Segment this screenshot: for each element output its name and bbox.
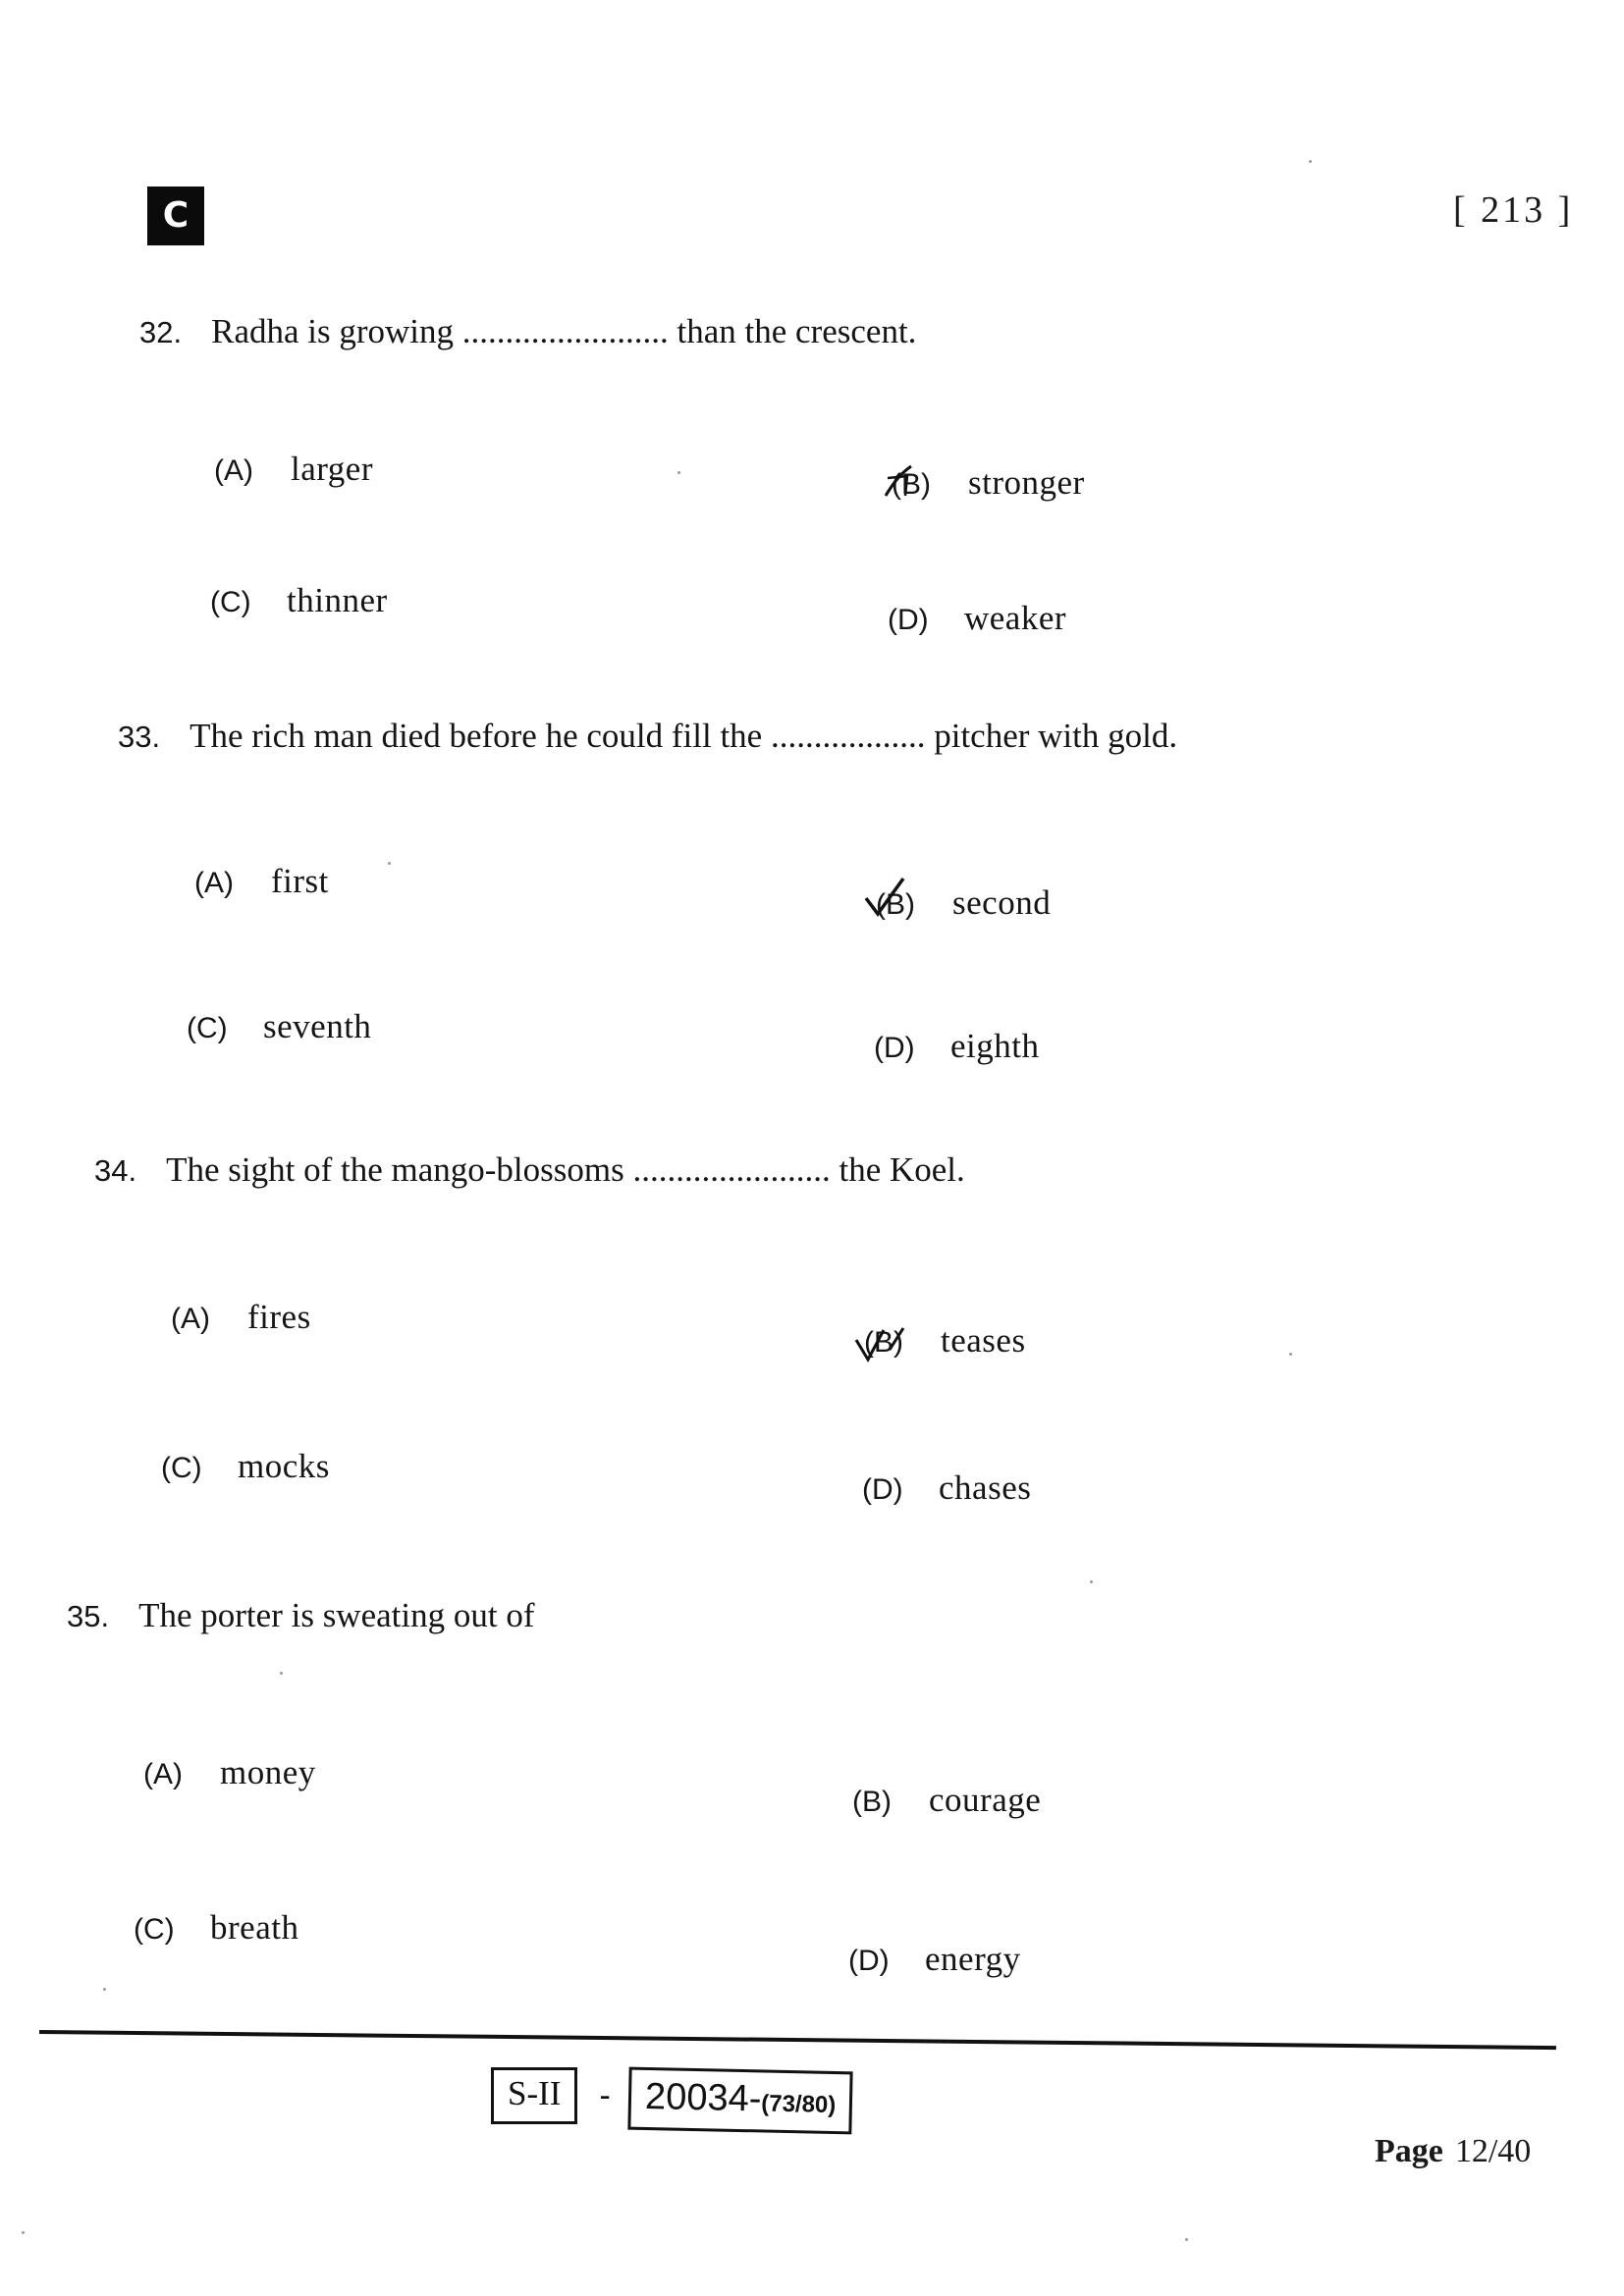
option-text: stronger	[968, 463, 1085, 502]
option-letter: (D)	[862, 1473, 903, 1506]
scan-speck	[22, 2231, 25, 2234]
option-text: money	[220, 1753, 316, 1791]
separator: -	[599, 2076, 611, 2114]
scan-speck	[1309, 160, 1312, 163]
question-text: The porter is sweating out of	[138, 1596, 535, 1634]
paper-code-box	[627, 2067, 853, 2135]
option-34-b[interactable]	[864, 1321, 1026, 1361]
option-32-c[interactable]	[210, 581, 388, 620]
question-text: The sight of the mango-blossoms ....................... the Koel.	[166, 1150, 965, 1189]
option-letter: (C)	[134, 1913, 175, 1946]
option-35-c[interactable]	[134, 1908, 298, 1948]
scan-speck	[388, 862, 391, 865]
option-text: chases	[939, 1468, 1032, 1507]
option-text: fires	[247, 1298, 311, 1336]
scan-speck	[103, 1988, 106, 1991]
scan-speck	[280, 1672, 283, 1675]
option-text: larger	[291, 450, 373, 488]
option-34-c[interactable]	[161, 1447, 330, 1486]
option-text: mocks	[238, 1447, 330, 1485]
option-letter-text: (B)	[876, 888, 915, 921]
page-number	[1375, 2133, 1531, 2170]
option-35-d[interactable]	[848, 1940, 1021, 1979]
option-text: energy	[925, 1940, 1021, 1978]
page-value: 12/40	[1454, 2133, 1532, 2169]
option-letter	[876, 888, 952, 922]
question-33	[118, 717, 1177, 756]
scan-speck	[1289, 1353, 1292, 1356]
question-text: Radha is growing ........................ than the crescent.	[211, 312, 917, 350]
option-text: seventh	[263, 1007, 372, 1045]
option-text: weaker	[964, 599, 1067, 637]
question-number: 35.	[67, 1599, 110, 1633]
scan-speck	[677, 471, 680, 474]
option-text: first	[271, 862, 329, 900]
option-35-a[interactable]	[143, 1753, 316, 1792]
option-letter-text: (B)	[892, 468, 931, 501]
option-33-d[interactable]	[874, 1027, 1039, 1066]
footer-divider	[39, 2030, 1556, 2050]
option-letter: (A)	[194, 867, 234, 899]
paper-code-footer	[491, 2059, 852, 2132]
paper-code: 20034-	[644, 2075, 762, 2120]
option-letter: (A)	[143, 1758, 183, 1790]
option-text: breath	[210, 1908, 299, 1947]
option-34-d[interactable]	[862, 1468, 1031, 1508]
option-letter: (D)	[874, 1032, 915, 1064]
option-letter: (C)	[187, 1012, 228, 1044]
option-32-d[interactable]	[888, 599, 1066, 638]
page-code: [ 213 ]	[1453, 189, 1574, 231]
option-35-b[interactable]	[852, 1781, 1041, 1820]
option-33-b[interactable]	[876, 883, 1051, 923]
option-text: teases	[941, 1321, 1026, 1360]
option-letter	[892, 468, 968, 502]
series-box: S-II	[491, 2067, 577, 2124]
option-letter: (D)	[848, 1945, 890, 1977]
option-letter-text: (B)	[864, 1326, 903, 1359]
option-letter: (A)	[214, 454, 253, 487]
question-number: 34.	[94, 1153, 137, 1188]
option-34-a[interactable]	[171, 1298, 311, 1337]
option-text: courage	[929, 1781, 1042, 1819]
option-letter	[864, 1326, 941, 1360]
question-34	[94, 1150, 965, 1190]
option-letter: (A)	[171, 1303, 210, 1335]
option-letter: (B)	[852, 1786, 892, 1818]
option-letter: (D)	[888, 604, 929, 636]
question-number: 33.	[118, 720, 161, 754]
option-letter: (C)	[161, 1452, 202, 1484]
option-text: second	[952, 883, 1052, 922]
option-33-c[interactable]	[187, 1007, 371, 1046]
option-33-a[interactable]	[194, 862, 329, 901]
scan-speck	[1185, 2238, 1188, 2241]
paper-sub-code: (73/80)	[760, 2090, 837, 2119]
option-text: thinner	[287, 581, 388, 619]
question-32	[139, 312, 916, 351]
question-35	[67, 1596, 534, 1635]
question-text: The rich man died before he could fill the .................. pitcher with gold.	[189, 717, 1178, 755]
option-letter: (C)	[210, 586, 251, 618]
page-label: Page	[1375, 2133, 1443, 2169]
scan-speck	[1090, 1580, 1093, 1583]
set-badge: C	[147, 187, 204, 245]
option-text: eighth	[950, 1027, 1040, 1065]
option-32-a[interactable]	[214, 450, 373, 489]
option-32-b[interactable]	[892, 463, 1085, 503]
question-number: 32.	[139, 315, 183, 349]
